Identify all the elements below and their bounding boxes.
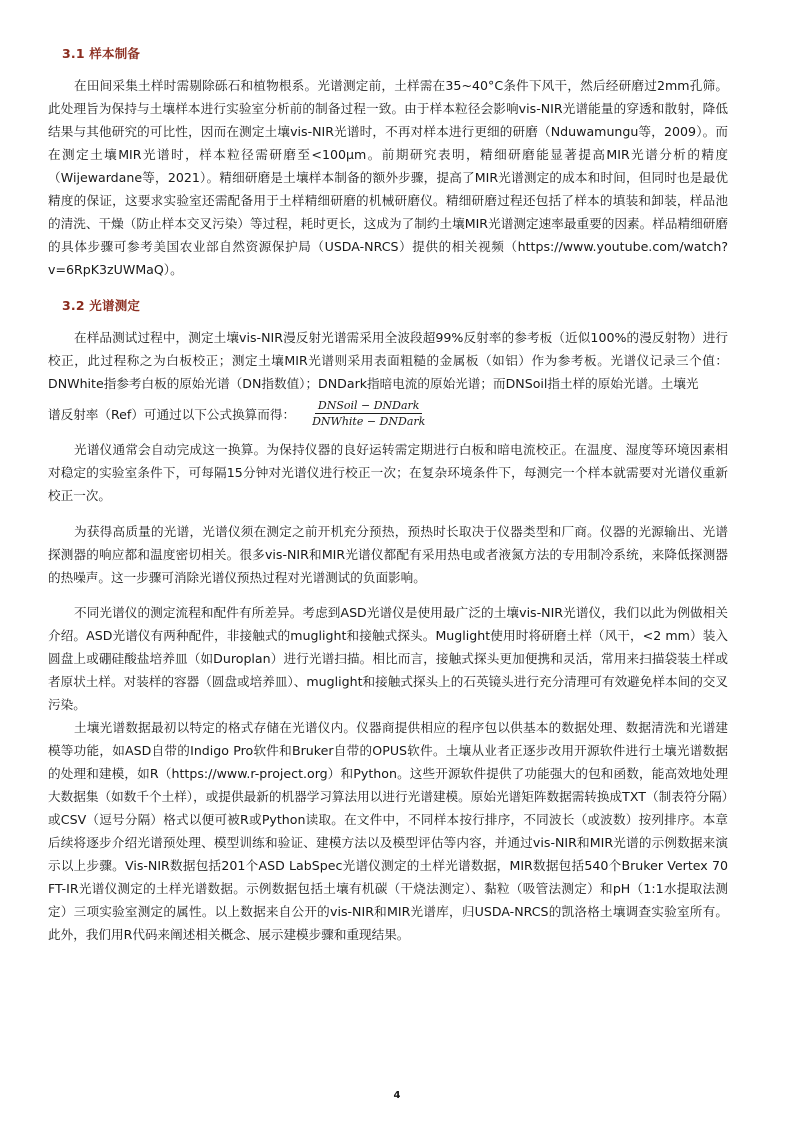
- paragraph-reference-calibration: 在样品测试过程中，测定土壤vis-NIR漫反射光谱需采用全波段超99%反射率的参考板（近似100%的漫反射物）进行校正，此过程称之为白板校正；测定土壤MIR光谱则采用表面粗糙的金属板（如铝）作为参考板。光谱仪记录三个值：DNWhite指参考白板的原始光谱（DN指数值）；DNDark指暗电流的原始光谱；而DNSoil指土样的原始光谱。土壤光: [48, 330, 728, 391]
- page-number: 4: [393, 1090, 401, 1101]
- section-heading-3-1: 3.1 样本制备: [62, 46, 141, 61]
- reflectance-formula: [309, 399, 428, 428]
- paragraph-data-processing: 土壤光谱数据最初以特定的格式存储在光谱仪内。仪器商提供相应的程序包以供基本的数据处理、数据清洗和光谱建模等功能，如ASD自带的Indigo Pro软件和Bruker自带的OPUS软件。土壤从业者正逐步改用开源软件进行土壤光谱数据的处理和建模，如R（https://www.r-project.org）和Python。这些开源软件提供了功能强大的包和函数，能高效地处理大数据集（如数千个土样），或提供最新的机器学习算法用以进行光谱建模。原始光谱矩阵数据需转换成TXT（制表符分隔）或CSV（逗号分隔）格式以便可被R或Python读取。在文件中，不同样本按行排序，不同波长（或波数）按列排序。本章后续将逐步介绍光谱预处理、模型训练和验证、建模方法以及模型评估等内容，并通过vis-NIR和MIR光谱的示例数据来演示以上步骤。Vis-NIR数据包括201个ASD LabSpec光谱仪测定的土样光谱数据，MIR数据包括540个Bruker Vertex 70 FT-IR光谱仪测定的土样光谱数据。示例数据包括土壤有机碳（干烧法测定）、黏粒（吸管法测定）和pH（1:1水提取法测定）三项实验室测定的属性。以上数据来自公开的vis-NIR和MIR光谱库，归USDA-NRCS的凯洛格土壤调查实验室所有。此外，我们用R代码来阐述相关概念、展示建模步骤和重现结果。: [48, 720, 728, 942]
- formula-denominator: DNWhite − DNDark: [312, 414, 426, 428]
- paragraph-sample-preparation: 在田间采集土样时需剔除砾石和植物根系。光谱测定前，土样需在35~40°C条件下风干，然后经研磨过2mm孔筛。此处理旨为保持与土壤样本进行实验室分析前的制备过程一致。由于样本粒径会影响vis-NIR光谱能量的穿透和散射，降低结果与其他研究的可比性，因而在测定土壤vis-NIR光谱时，不再对样本进行更细的研磨（Nduwamungu等，2009）。而在测定土壤MIR光谱时，样本粒径需研磨至<100μm。前期研究表明，精细研磨能显著提高MIR光谱分析的精度（Wijewardane等，2021）。精细研磨是土壤样本制备的额外步骤，提高了MIR光谱测定的成本和时间，但同时也是最优精度的保证，这要求实验室还需配备用于土样精细研磨的机械研磨仪。精细研磨过程还包括了样本的填装和卸装，样品池的清洗、干燥（防止样本交叉污染）等过程，耗时更长，这成为了制约土壤MIR光谱测定速率最重要的因素。样品精细研磨的具体步骤可参考美国农业部自然资源保护局（USDA-NRCS）提供的相关视频（https://www.youtube.com/watch?v=6RpK3zUWMaQ）。: [48, 78, 728, 277]
- formula-lead-text: 谱反射率（Ref）可通过以下公式换算而得：: [48, 406, 296, 422]
- paragraph-asd-accessories: 不同光谱仪的测定流程和配件有所差异。考虑到ASD光谱仪是使用最广泛的土壤vis-NIR光谱仪，我们以此为例做相关介绍。ASD光谱仪有两种配件，非接触式的muglight和接触式探头。Muglight使用时将研磨土样（风干，<2 mm）装入圆盘上或硼硅酸盐培养皿（如Duroplan）进行光谱扫描。相比而言，接触式探头更加便携和灵活，常用来扫描袋装土样或者原状土样。对装样的容器（圆盘或培养皿）、muglight和接触式探头上的石英镜头进行充分清理可有效避免样本间的交叉污染。: [48, 605, 728, 712]
- section-heading-3-2: 3.2 光谱测定: [62, 298, 141, 313]
- formula-numerator: DNSoil − DNDark: [315, 399, 423, 414]
- paragraph-calibration-frequency: 光谱仪通常会自动完成这一换算。为保持仪器的良好运转需定期进行白板和暗电流校正。在温度、湿度等环境因素相对稳定的实验室条件下，可每隔15分钟对光谱仪进行校正一次；在复杂环境条件下，每测完一个样本就需要对光谱仪重新校正一次。: [48, 442, 728, 503]
- reflectance-formula-line: [48, 398, 728, 428]
- paragraph-warm-up: 为获得高质量的光谱，光谱仪须在测定之前开机充分预热，预热时长取决于仪器类型和厂商。仪器的光源输出、光谱探测器的响应都和温度密切相关。很多vis-NIR和MIR光谱仪都配有采用热电或者液氮方法的专用制冷系统，来降低探测器的热噪声。这一步骤可消除光谱仪预热过程对光谱测试的负面影响。: [48, 524, 728, 585]
